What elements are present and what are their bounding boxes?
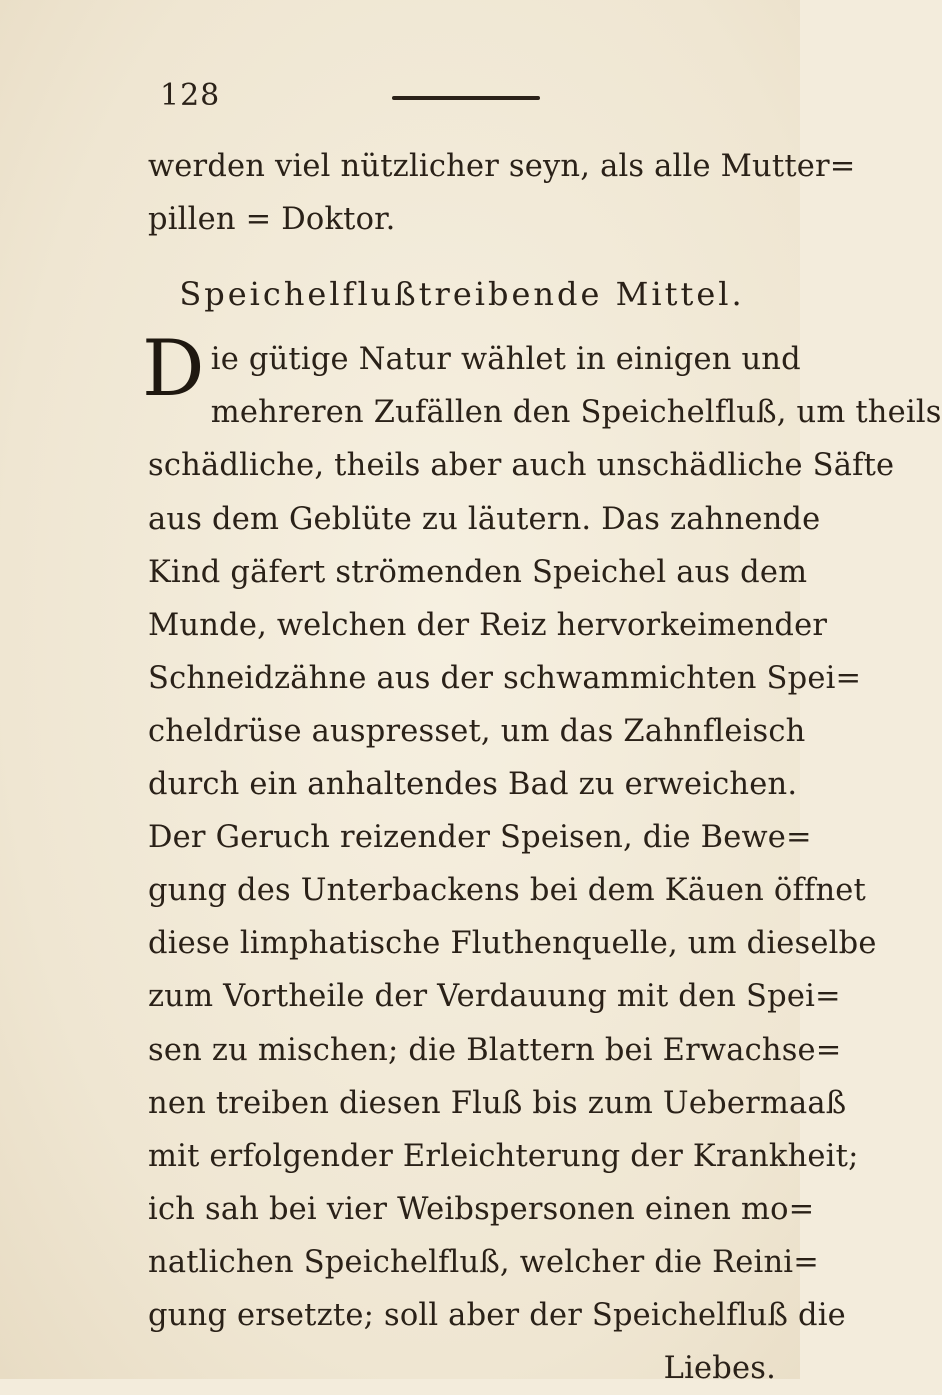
paragraph-line: diese limphatische Fluthenquelle, um dieselbe — [148, 926, 877, 962]
first-line-text: ie gütige Natur wählet in einigen und — [210, 342, 801, 378]
page-number: 128 — [160, 78, 221, 113]
paragraph-line: cheldrüse auspresset, um das Zahnfleisch — [148, 713, 806, 749]
paragraph-line: mehreren Zufällen den Speichelfluß, um theils — [210, 395, 942, 431]
paragraph-line: Munde, welchen der Reiz hervorkeimender — [148, 607, 828, 643]
catchword: Liebes. — [663, 1351, 776, 1387]
paragraph-line: aus dem Geblüte zu läutern. Das zahnende — [148, 501, 821, 537]
paragraph-line: Schneidzähne aus der schwammichten Spei= — [148, 660, 862, 696]
intro-line: pillen = Doktor. — [148, 202, 396, 238]
paragraph-line: durch ein anhaltendes Bad zu erweichen. — [148, 767, 798, 803]
paragraph-line: gung ersetzte; soll aber der Speichelfluß die — [148, 1297, 846, 1333]
paragraph-line: zum Vortheile der Verdauung mit den Spei= — [148, 979, 841, 1015]
paragraph-line: nen treiben diesen Fluß bis zum Uebermaaß — [148, 1085, 847, 1121]
paragraph-line: Der Geruch reizender Speisen, die Bewe= — [148, 820, 812, 856]
paragraph-line: sen zu mischen; die Blattern bei Erwachse= — [148, 1032, 842, 1068]
header-rule — [392, 96, 540, 100]
paragraph-line: mit erfolgender Erleichterung der Krankheit; — [148, 1138, 859, 1174]
page-header — [160, 70, 760, 120]
paragraph — [142, 324, 942, 1395]
paragraph-line: ich sah bei vier Weibspersonen einen mo= — [148, 1191, 815, 1227]
paragraph-line: natlichen Speichelfluß, welcher die Reini= — [148, 1244, 820, 1280]
text-block — [142, 140, 942, 1395]
section-title: Speichelflußtreibende Mittel. — [179, 275, 745, 314]
paragraph-line: schädliche, theils aber auch unschädliche Säfte — [148, 448, 895, 484]
drop-cap: D — [142, 324, 205, 415]
intro-line: werden viel nützlicher seyn, als alle Mutter= — [148, 149, 856, 184]
paragraph-first-line — [142, 324, 801, 415]
paragraph-line: gung des Unterbackens bei dem Käuen öffnet — [148, 873, 867, 909]
paragraph-line: Kind gäfert strömenden Speichel aus dem — [148, 554, 808, 590]
